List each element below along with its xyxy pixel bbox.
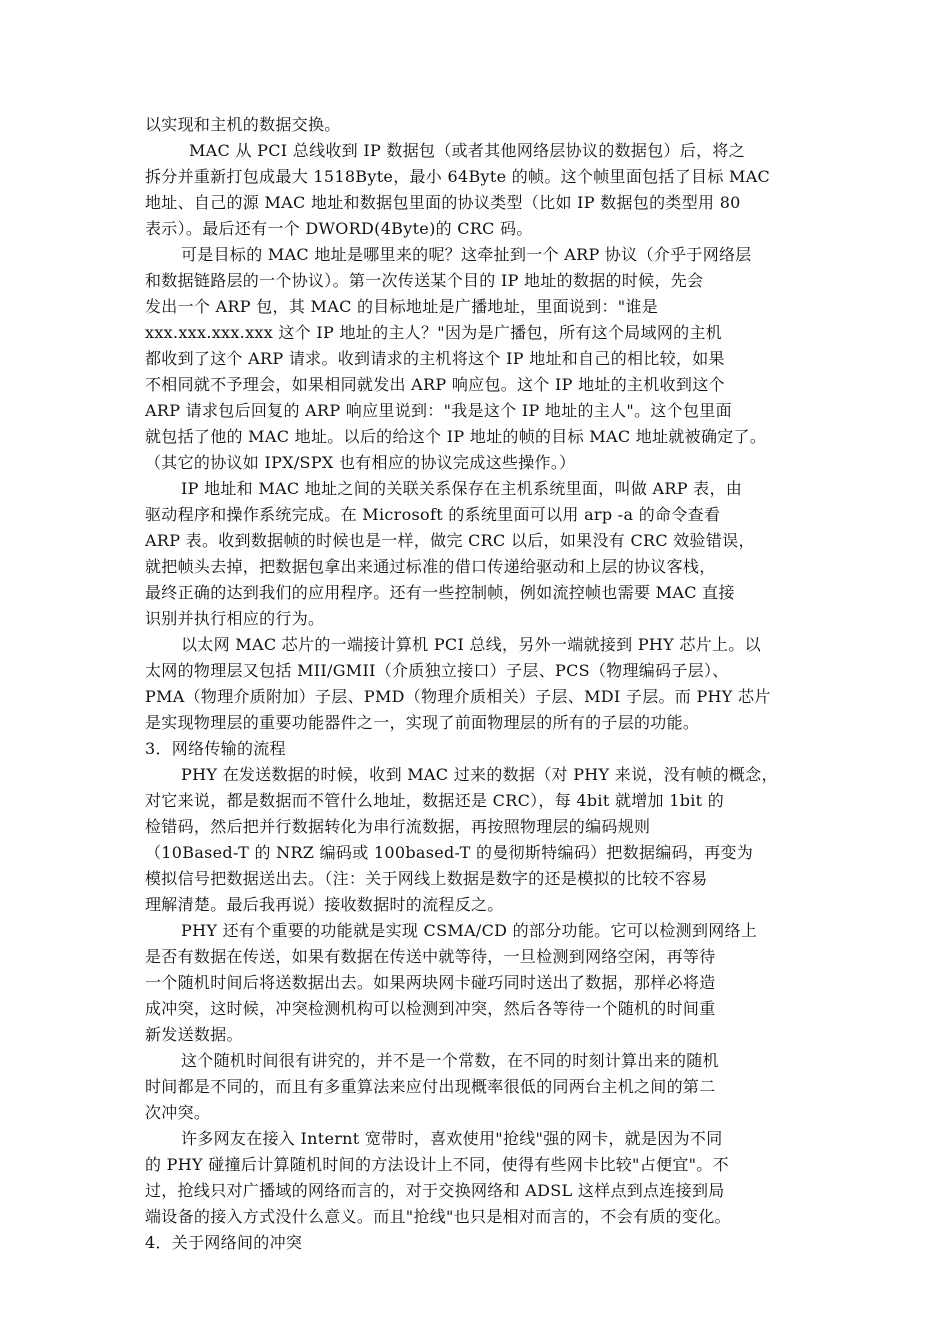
text-line: xxx.xxx.xxx.xxx 这个 IP 地址的主人？"因为是广播包，所有这个局域网的主机 — [145, 323, 723, 342]
document-body — [145, 112, 809, 1256]
text-line: （10Based-T 的 NRZ 编码或 100based-T 的曼彻斯特编码）把数据编码，再变为 — [145, 843, 754, 862]
text-line: 发出一个 ARP 包，其 MAC 的目标地址是广播地址，里面说到："谁是 — [145, 297, 659, 316]
text-line: 表示）。最后还有一个 DWORD(4Byte)的 CRC 码。 — [145, 219, 533, 238]
text-line: PMA（物理介质附加）子层、PMD（物理介质相关）子层、MDI 子层。而 PHY 芯片 — [145, 687, 771, 706]
text-line: 拆分并重新打包成最大 1518Byte，最小 64Byte 的帧。这个帧里面包括了目标 MAC — [145, 167, 771, 186]
text-line: 不相同就不予理会，如果相同就发出 ARP 响应包。这个 IP 地址的主机收到这个 — [145, 375, 725, 394]
text-line: 是实现物理层的重要功能器件之一，实现了前面物理层的所有的子层的功能。 — [145, 713, 700, 732]
text-line: 对它来说，都是数据而不管什么地址，数据还是 CRC），每 4bit 就增加 1bit 的 — [145, 791, 725, 810]
text-line: 理解清楚。最后我再说）接收数据时的流程反之。 — [145, 895, 504, 914]
text-line: 模拟信号把数据送出去。（注：关于网线上数据是数字的还是模拟的比较不容易 — [145, 869, 708, 888]
text-line: ARP 表。收到数据帧的时候也是一样，做完 CRC 以后，如果没有 CRC 效验错误， — [145, 531, 755, 550]
text-line: MAC 从 PCI 总线收到 IP 数据包（或者其他网络层协议的数据包）后，将之 — [189, 141, 746, 160]
text-line: 以太网 MAC 芯片的一端接计算机 PCI 总线，另外一端就接到 PHY 芯片上。以 — [181, 635, 761, 654]
text-line: 4．关于网络间的冲突 — [145, 1233, 303, 1252]
text-line: 端设备的接入方式没什么意义。而且"抢线"也只是相对而言的，不会有质的变化。 — [145, 1207, 731, 1226]
text-line: PHY 在发送数据的时候，收到 MAC 过来的数据（对 PHY 来说，没有帧的概念， — [181, 765, 778, 784]
text-line: 识别并执行相应的行为。 — [145, 609, 325, 628]
text-line: 成冲突，这时候，冲突检测机构可以检测到冲突，然后各等待一个随机的时间重 — [145, 999, 716, 1018]
text-line: 次冲突。 — [145, 1103, 211, 1122]
text-line: 新发送数据。 — [145, 1025, 243, 1044]
text-line: 地址、自己的源 MAC 地址和数据包里面的协议类型（比如 IP 数据包的类型用 80 — [145, 193, 741, 212]
text-line: ARP 请求包后回复的 ARP 响应里说到："我是这个 IP 地址的主人"。这个包里面 — [145, 401, 732, 420]
text-line: IP 地址和 MAC 地址之间的关联关系保存在主机系统里面，叫做 ARP 表，由 — [181, 479, 743, 498]
text-line: PHY 还有个重要的功能就是实现 CSMA/CD 的部分功能。它可以检测到网络上 — [181, 921, 758, 940]
text-line: 驱动程序和操作系统完成。在 Microsoft 的系统里面可以用 arp -a 的命令查看 — [145, 505, 721, 524]
text-line: 和数据链路层的一个协议）。第一次传送某个目的 IP 地址的数据的时候，先会 — [145, 271, 704, 290]
text-line: 这个随机时间很有讲究的，并不是一个常数，在不同的时刻计算出来的随机 — [181, 1051, 719, 1070]
text-line: 的 PHY 碰撞后计算随机时间的方法设计上不同，使得有些网卡比较"占便宜"。不 — [145, 1155, 729, 1174]
text-line: 是否有数据在传送，如果有数据在传送中就等待，一旦检测到网络空闲，再等待 — [145, 947, 716, 966]
text-line: （其它的协议如 IPX/SPX 也有相应的协议完成这些操作。） — [145, 453, 576, 472]
text-line: 检错码，然后把并行数据转化为串行流数据，再按照物理层的编码规则 — [145, 817, 651, 836]
text-line: 许多网友在接入 Internt 宽带时，喜欢使用"抢线"强的网卡，就是因为不同 — [181, 1129, 723, 1148]
text-line: 过，抢线只对广播域的网络而言的，对于交换网络和 ADSL 这样点到点连接到局 — [145, 1181, 725, 1200]
text-line: 可是目标的 MAC 地址是哪里来的呢？这牵扯到一个 ARP 协议（介乎于网络层 — [181, 245, 752, 264]
text-line: 太网的物理层又包括 MII/GMII（介质独立接口）子层、PCS（物理编码子层）、 — [145, 661, 729, 680]
text-line: 都收到了这个 ARP 请求。收到请求的主机将这个 IP 地址和自己的相比较，如果 — [145, 349, 725, 368]
text-line: 以实现和主机的数据交换。 — [145, 115, 341, 134]
text-line: 一个随机时间后将送数据出去。如果两块网卡碰巧同时送出了数据，那样必将造 — [145, 973, 716, 992]
text-line: 最终正确的达到我们的应用程序。还有一些控制帧，例如流控帧也需要 MAC 直接 — [145, 583, 735, 602]
text-line: 就把帧头去掉，把数据包拿出来通过标准的借口传递给驱动和上层的协议客栈， — [145, 557, 716, 576]
text-line: 3．网络传输的流程 — [145, 739, 286, 758]
text-line: 时间都是不同的，而且有多重算法来应付出现概率很低的同两台主机之间的第二 — [145, 1077, 716, 1096]
text-line: 就包括了他的 MAC 地址。以后的给这个 IP 地址的帧的目标 MAC 地址就被确定了。 — [145, 427, 767, 446]
